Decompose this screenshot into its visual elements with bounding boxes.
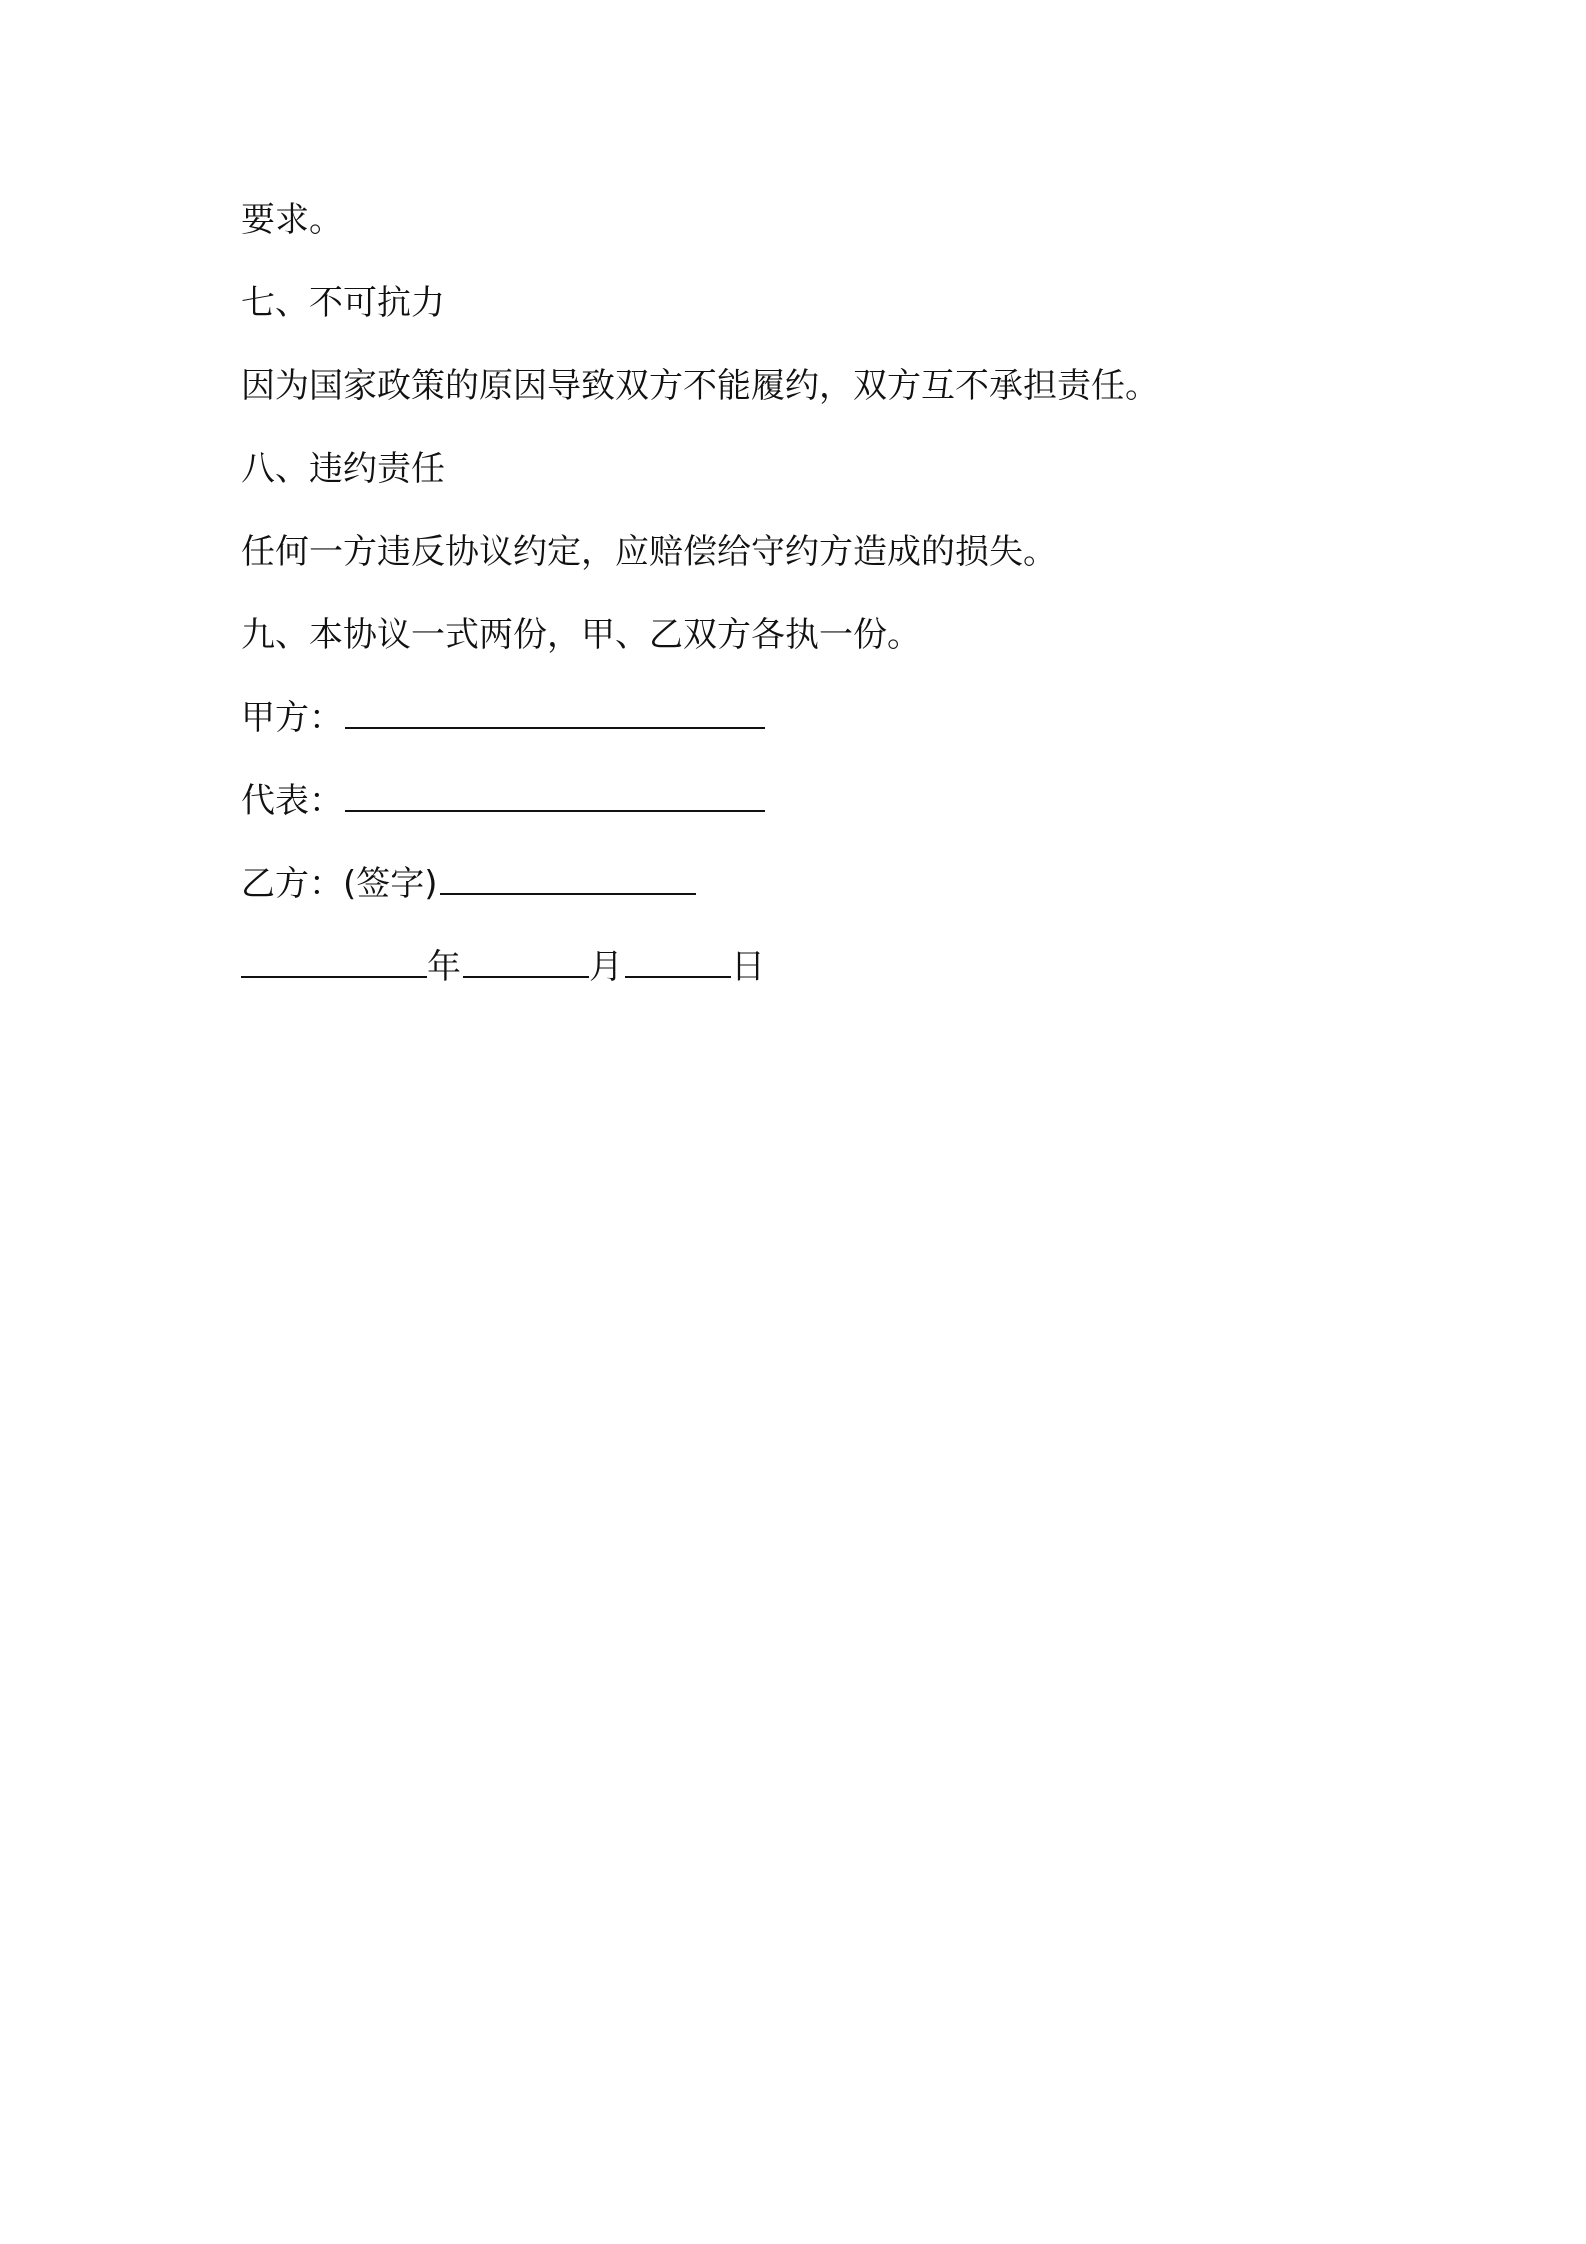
paragraph-force-majeure: 因为国家政策的原因导致双方不能履约，双方互不承担责任。 — [241, 366, 1159, 406]
paragraph-breach-liability: 任何一方违反协议约定，应赔偿给守约方造成的损失。 — [241, 532, 1057, 572]
party-a-blank — [345, 701, 765, 729]
day-label: 日 — [731, 947, 765, 987]
party-b-blank — [440, 867, 696, 895]
year-label: 年 — [427, 947, 461, 987]
representative-label: 代表： — [241, 781, 343, 821]
heading-force-majeure: 七、不可抗力 — [241, 283, 445, 323]
month-blank — [463, 950, 589, 978]
party-a-label: 甲方： — [241, 698, 343, 738]
paragraph-copies: 九、本协议一式两份，甲、乙双方各执一份。 — [241, 615, 921, 655]
day-blank — [625, 950, 731, 978]
party-a-signature-line — [241, 698, 1351, 738]
representative-blank — [345, 784, 765, 812]
year-blank — [241, 950, 427, 978]
month-label: 月 — [589, 947, 623, 987]
date-line — [241, 947, 1351, 987]
document-body — [241, 200, 1351, 1030]
heading-breach-liability: 八、违约责任 — [241, 449, 445, 489]
paragraph-continuation: 要求。 — [241, 200, 343, 240]
party-b-label: 乙方：(签字) — [241, 864, 438, 904]
representative-signature-line — [241, 781, 1351, 821]
party-b-signature-line — [241, 864, 1351, 904]
